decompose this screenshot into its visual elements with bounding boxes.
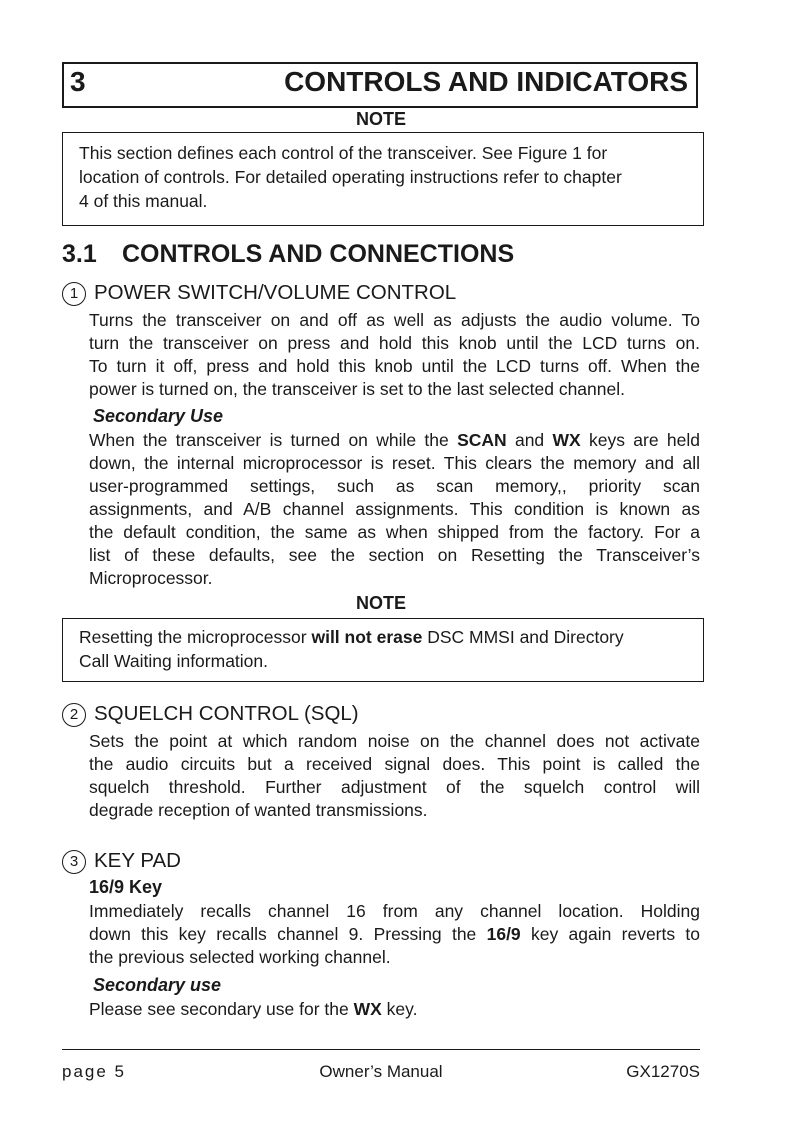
text-run: key. [381,999,418,1019]
wx-key-ref: WX [552,430,581,450]
text-run: keys are held [580,430,700,450]
text-line: the previous selected working channel. [89,947,391,967]
chapter-header [62,62,698,108]
secondary-use-description [89,998,700,1021]
text-line: the default condition, the same as when shipped from the factory. For a [89,522,700,542]
text-line: Sets the point at which random noise on the channel does not activate [89,731,700,751]
circled-number-3: 3 [62,850,86,874]
note-box [62,132,704,226]
key-ref: 16/9 [486,924,521,944]
secondary-use-heading: Secondary use [93,975,222,995]
text-line: degrade reception of wanted transmissions. [89,800,428,820]
text-line: To turn it off, press and hold this knob until the LCD turns off. When the [89,356,700,376]
note-line: 4 of this manual. [79,191,208,211]
text-line: the audio circuits but a received signal does. This point is called the [89,754,700,774]
text-run: and [506,430,553,450]
text-line [89,923,700,946]
text-line: Microprocessor. [89,568,213,588]
note-line: This section defines each control of the transceiver. See Figure 1 for [79,143,608,163]
item-title: KEY PAD [94,849,181,872]
section-title: CONTROLS AND CONNECTIONS [122,240,515,268]
text-run: Please see secondary use for the [89,999,354,1019]
footer-rule [62,1049,700,1050]
chapter-number: 3 [70,66,86,97]
scan-key-ref: SCAN [457,430,507,450]
secondary-use-description [89,429,700,590]
text-run: DSC MMSI and Directory [422,627,624,647]
key-subheading: 16/9 Key [89,877,163,897]
section-number: 3.1 [62,240,97,268]
note-label: NOTE [355,593,406,613]
key-description [89,900,700,969]
note-line: location of controls. For detailed operating instructions refer to chapter [79,167,622,187]
item-title: SQUELCH CONTROL (SQL) [94,702,359,725]
text-line: down, the internal microprocessor is reset. This clears the memory and all [89,453,700,473]
text-line: squelch threshold. Further adjustment of the squelch control will [89,777,700,797]
secondary-use-heading: Secondary Use [93,406,224,426]
note-line [79,625,693,649]
note-label: NOTE [355,109,406,129]
manual-page [62,0,700,1122]
item-heading-keypad [62,849,181,874]
emphasis: will not erase [311,627,423,647]
text-line: Turns the transceiver on and off as well as adjusts the audio volume. To [89,310,700,330]
power-volume-description [89,309,700,401]
circled-number-2: 2 [62,703,86,727]
chapter-title: CONTROLS AND INDICATORS [284,66,688,97]
text-line [89,429,700,452]
item-heading-squelch [62,702,359,727]
text-line: power is turned on, the transceiver is set to the last selected channel. [89,379,625,399]
text-line: assignments, and A/B channel assignments. This condition is known as [89,499,700,519]
manual-title: Owner’s Manual [319,1062,443,1081]
model-number: GX1270S [626,1062,700,1081]
section-heading [62,240,514,269]
squelch-description [89,730,700,822]
text-run: Resetting the microprocessor [79,627,312,647]
note-line: Call Waiting information. [79,651,269,671]
circled-number-1: 1 [62,282,86,306]
text-line: Immediately recalls channel 16 from any channel location. Holding [89,901,700,921]
note-box [62,618,704,682]
text-line: list of these defaults, see the section on Resetting the Transceiver’s [89,545,700,565]
item-heading-power-volume [62,281,456,306]
text-run: key again reverts to [520,924,701,944]
wx-key-ref: WX [353,999,382,1019]
text-run: down this key recalls channel 9. Pressing the [89,924,487,944]
item-title: POWER SWITCH/VOLUME CONTROL [94,281,457,304]
text-line [89,998,700,1021]
page-number: page 5 [62,1062,126,1081]
text-line: user-programmed settings, such as scan memory,, priority scan [89,476,700,496]
text-run: When the transceiver is turned on while the [89,430,458,450]
text-line: turn the transceiver on press and hold this knob until the LCD turns on. [89,333,700,353]
